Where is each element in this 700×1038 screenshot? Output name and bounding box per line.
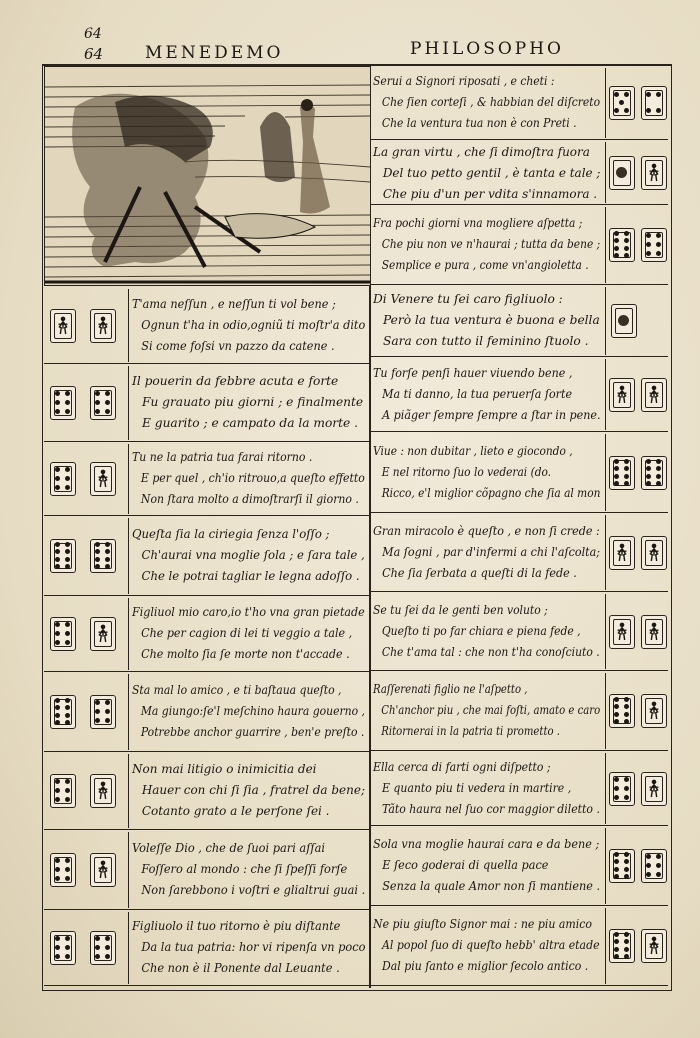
row-rule	[371, 985, 668, 986]
pip	[105, 936, 110, 941]
dice-8	[609, 929, 635, 963]
figure-icon	[646, 699, 662, 723]
pip	[105, 954, 110, 959]
pip	[624, 947, 629, 952]
verse-line: Se tu ſei da le genti ben voluto ;	[373, 603, 548, 617]
dice-8	[641, 456, 667, 490]
pip	[656, 872, 661, 877]
dice-6	[90, 931, 116, 965]
figure-icon	[95, 467, 111, 491]
dice-divider	[605, 68, 606, 138]
verse-line: La gran virtu , che ſi dimoſtra fuora	[373, 145, 590, 159]
verse-line: Tu forſe penſi hauer viuendo bene ,	[373, 366, 573, 380]
pip	[656, 466, 661, 471]
pip	[105, 391, 110, 396]
verse-tercet	[132, 371, 363, 434]
ace-pip	[618, 315, 629, 326]
verse-line: Che piu non ve n'haurai ; tutta da bene ;	[381, 237, 601, 251]
pip	[656, 233, 661, 238]
verse-line: Figliuol mio caro,io t'ho vna gran pietade	[132, 605, 365, 619]
dice-figure	[641, 378, 667, 412]
pip	[624, 852, 629, 857]
dice-divider	[605, 828, 606, 904]
dice-8	[50, 539, 76, 573]
verse-line: Voleſſe Dio , che de ſuoi pari aſſai	[132, 841, 326, 855]
verse-tercet	[373, 142, 600, 205]
dice-figure	[90, 617, 116, 651]
pip	[65, 564, 70, 569]
right-entry	[371, 826, 668, 906]
pip	[105, 557, 110, 562]
verse-tercet	[132, 838, 365, 901]
figure-icon	[646, 541, 662, 565]
verse-tercet	[132, 680, 365, 743]
pip	[105, 718, 110, 723]
pip	[105, 400, 110, 405]
verse-line: Ma ti danno, la tua peruerſa ſorte	[382, 387, 573, 401]
dice-6	[50, 774, 76, 808]
verse-tercet	[373, 289, 600, 352]
figure-icon	[95, 622, 111, 646]
pip	[65, 622, 70, 627]
verse-line: Senza la quale Amor non ſi mantiene .	[382, 879, 601, 893]
dice-divider	[605, 359, 606, 430]
right-entry	[371, 671, 668, 751]
running-title-right: PHILOSOPHO	[410, 39, 564, 59]
figure-icon	[646, 777, 662, 801]
verse-line: Gran miracolo è queſto , e non ſi crede :	[373, 524, 600, 538]
pip	[65, 788, 70, 793]
dice-figure	[641, 156, 667, 190]
pip	[656, 92, 661, 97]
pip	[624, 474, 629, 479]
pip	[656, 108, 661, 113]
figure-icon	[95, 779, 111, 803]
pip	[656, 251, 661, 256]
dice-4	[641, 86, 667, 120]
verse-tercet	[132, 759, 365, 822]
verse-line: Queſto ti po far chiara e piena fede ,	[381, 624, 581, 638]
running-title-left: MENEDEMO	[145, 43, 284, 63]
pip	[624, 719, 629, 724]
pip	[65, 631, 70, 636]
dice-figure	[609, 378, 635, 412]
dice-divider	[128, 674, 129, 750]
woodcut-illustration	[44, 66, 371, 286]
dice-divider	[128, 444, 129, 514]
dice-divider	[128, 289, 129, 362]
pip	[624, 777, 629, 782]
pip	[65, 698, 70, 703]
pip	[65, 640, 70, 645]
pip	[65, 867, 70, 872]
pip	[619, 100, 624, 105]
right-entry	[371, 140, 668, 205]
dice-figure	[609, 536, 635, 570]
verse-line: Però la tua ventura è buona e bella	[383, 313, 600, 327]
dice-8	[609, 849, 635, 883]
dice-divider	[128, 912, 129, 984]
pip	[624, 867, 629, 872]
pip	[105, 542, 110, 547]
dice-divider	[605, 753, 606, 824]
figure-icon	[95, 858, 111, 882]
right-entry	[371, 285, 668, 357]
pip	[624, 697, 629, 702]
figure-icon	[55, 314, 71, 338]
pip	[65, 705, 70, 710]
dice-divider	[605, 515, 606, 590]
verse-line: Il pouerin da febbre acuta e forte	[132, 374, 339, 388]
dice-6	[50, 931, 76, 965]
pip	[65, 954, 70, 959]
pip	[656, 474, 661, 479]
right-entry	[371, 66, 668, 140]
verse-line: Fu grauato piu giorni ; e finalmente	[142, 395, 364, 409]
dice-divider	[128, 754, 129, 828]
dice-divider	[128, 598, 129, 670]
pip	[624, 231, 629, 236]
dice-divider	[128, 366, 129, 440]
pip	[65, 876, 70, 881]
verse-tercet	[373, 679, 600, 742]
dice-6	[50, 462, 76, 496]
right-entry	[371, 906, 668, 986]
row-rule	[44, 985, 369, 986]
dice-6	[50, 386, 76, 420]
figure-icon	[614, 541, 630, 565]
pip	[65, 400, 70, 405]
verse-line: Sola vna moglie haurai cara e da bene ;	[373, 837, 600, 851]
dice-5	[609, 86, 635, 120]
verse-line: Semplice e pura , come vn'angioletta .	[381, 258, 589, 272]
verse-line: Del tuo petto gentil , è tanta e tale ;	[382, 166, 601, 180]
verse-line: Che t'ama tal : che non t'ha conoſciuto .	[381, 645, 600, 659]
verse-line: Foſſero al mondo : che ſi ſpeſſi forſe	[141, 862, 348, 876]
right-entry	[371, 205, 668, 285]
verse-tercet	[373, 213, 600, 276]
verse-tercet	[373, 363, 600, 426]
dice-8	[609, 694, 635, 728]
dice-divider	[605, 142, 606, 203]
pip	[65, 945, 70, 950]
verse-tercet	[373, 757, 600, 820]
verse-tercet	[373, 441, 600, 504]
verse-line: Tu ne la patria tua farai ritorno .	[132, 450, 313, 464]
pip	[105, 945, 110, 950]
pip	[624, 874, 629, 879]
pip	[624, 786, 629, 791]
pip	[656, 854, 661, 859]
pip	[105, 709, 110, 714]
verse-line: Sta mal lo amico , e ti baſtaua queſto ,	[132, 683, 342, 697]
pip	[65, 557, 70, 562]
verse-line: Potrebbe anchor guarrire , ben'e preſto .	[140, 725, 365, 739]
verse-line: Tãto haura nel ſuo cor maggior diletto .	[381, 802, 600, 816]
dice-divider	[128, 518, 129, 594]
dice-6	[50, 853, 76, 887]
dice-8	[50, 695, 76, 729]
dice-8	[609, 456, 635, 490]
right-entry	[371, 357, 668, 432]
left-entry	[44, 752, 369, 830]
left-entry	[44, 516, 369, 596]
pip	[105, 409, 110, 414]
verse-line: Dal piu ſanto e miglior ſecolo antico .	[381, 959, 589, 973]
verse-line: Raſſerenati figlio ne l'aſpetto ,	[373, 682, 528, 696]
verse-line: Queſta ſia la ciriegia ſenza l'oſſo ;	[132, 527, 330, 541]
verse-line: Non ſarebbono i voſtri e glialtrui guai .	[141, 883, 366, 897]
page-number: 64	[84, 45, 104, 63]
right-entry	[371, 432, 668, 513]
verse-line: Che ſien corteſi , & habbian del diſcreto	[381, 95, 601, 109]
verse-line: Che le potrai tagliar le legna adoſſo .	[141, 569, 360, 583]
verse-line: Ma giungo:ſe'l meſchino haura gouerno ,	[140, 704, 365, 718]
pip	[65, 936, 70, 941]
dice-divider	[605, 287, 606, 355]
verse-line: Ricco, e'l miglior cõpagno che ſia al mon	[381, 486, 601, 500]
verse-line: Figliuolo il tuo ritorno è piu diſtante	[132, 919, 341, 933]
verse-line: Di Venere tu ſei caro figliuolo :	[373, 292, 563, 306]
pip	[624, 932, 629, 937]
dice-divider	[605, 908, 606, 984]
right-entry	[371, 513, 668, 592]
dice-ace	[609, 156, 635, 190]
verse-line: Ritornerai in la patria ti prometto .	[381, 724, 560, 738]
verse-line: Che non è il Ponente dal Leuante .	[141, 961, 340, 975]
pip	[624, 481, 629, 486]
pip	[65, 797, 70, 802]
right-entry	[371, 751, 668, 826]
pip	[656, 242, 661, 247]
figure-icon	[614, 383, 630, 407]
left-entry	[44, 287, 369, 364]
pip	[624, 466, 629, 471]
dice-figure	[641, 694, 667, 728]
dice-6	[90, 695, 116, 729]
right-entry	[371, 592, 668, 671]
pip	[624, 253, 629, 258]
page-number-top: 64	[84, 26, 102, 42]
verse-line: Ne piu giuſto Signor mai : ne piu amico	[373, 917, 592, 931]
left-entry	[44, 672, 369, 752]
dice-figure	[641, 615, 667, 649]
pip	[105, 549, 110, 554]
pip	[105, 700, 110, 705]
verse-line: Si come foſsi vn pazzo da catene .	[141, 339, 335, 353]
dice-figure	[50, 309, 76, 343]
verse-line: E per quel , ch'io ritrouo,a queſto effetto	[140, 471, 365, 485]
dice-divider	[605, 207, 606, 283]
ace-pip	[616, 167, 627, 178]
pip	[656, 459, 661, 464]
pip	[65, 485, 70, 490]
pip	[624, 859, 629, 864]
figure-icon	[646, 383, 662, 407]
figure-icon	[95, 314, 111, 338]
pip	[624, 939, 629, 944]
verse-tercet	[132, 602, 365, 665]
verse-line: Serui a Signori riposati , e cheti :	[373, 74, 555, 88]
left-entry	[44, 830, 369, 910]
dice-figure	[641, 772, 667, 806]
pip	[65, 713, 70, 718]
verse-line: Ch'aurai vna moglie ſola ; e ſara tale ,	[141, 548, 365, 562]
verse-line: Che ſia ſerbata a queſti di la fede .	[382, 566, 577, 580]
dice-figure	[90, 462, 116, 496]
dice-figure	[90, 774, 116, 808]
left-entry	[44, 364, 369, 442]
verse-line: E quanto piu ti vedera in martire ,	[381, 781, 572, 795]
dice-8	[90, 539, 116, 573]
pip	[624, 238, 629, 243]
dice-6	[90, 386, 116, 420]
verse-line: Fra pochi giorni vna mogliere aſpetta ;	[373, 216, 583, 230]
left-entry	[44, 442, 369, 516]
verse-line: Ognun t'ha in odio,ogniũ ti moſtr'a dito	[141, 318, 366, 332]
verse-line: Non mai litigio o inimicitia dei	[132, 762, 317, 776]
verse-line: E nel ritorno ſuo lo vederai (do.	[381, 465, 552, 479]
left-entry	[44, 596, 369, 672]
verse-line: Che la ventura tua non è con Preti .	[381, 116, 577, 130]
verse-tercet	[132, 524, 365, 587]
dice-8	[609, 228, 635, 262]
verse-line: Che molto ſia ſe morte non t'accade .	[141, 647, 350, 661]
dice-6	[641, 228, 667, 262]
pip	[65, 476, 70, 481]
verse-line: Hauer con chi ſi ſia , fratrel da bene;	[141, 783, 365, 797]
verse-line: Viue : non dubitar , lieto e giocondo ,	[373, 444, 573, 458]
dice-figure	[90, 309, 116, 343]
verse-line: Ma ſogni , par d'infermi a chi l'aſcolta;	[382, 545, 601, 559]
verse-tercet	[373, 600, 600, 663]
pip	[65, 409, 70, 414]
pip	[624, 795, 629, 800]
verse-line: Che per cagion di lei ti veggio a tale ,	[141, 626, 353, 640]
figure-icon	[646, 161, 662, 185]
pip	[656, 481, 661, 486]
verse-line: Sara con tutto il feminino ſtuolo .	[383, 334, 589, 348]
pip	[65, 720, 70, 725]
pip	[624, 92, 629, 97]
verse-tercet	[373, 71, 600, 134]
verse-line: T'ama neſſun , e neſſun ti vol bene ;	[132, 297, 336, 311]
figure-icon	[646, 934, 662, 958]
verse-tercet	[132, 294, 365, 357]
figure-icon	[614, 620, 630, 644]
verse-tercet	[132, 916, 365, 979]
dice-figure	[641, 536, 667, 570]
verse-tercet	[373, 914, 600, 977]
verse-tercet	[132, 447, 365, 510]
pip	[624, 712, 629, 717]
verse-line: Cotanto grato a le perſone ſei .	[141, 804, 330, 818]
verse-line: Ch'anchor piu , che mai foſti, amato e caro	[381, 703, 601, 717]
verse-line: E guarito ; e campato da la morte .	[142, 416, 358, 430]
pip	[656, 863, 661, 868]
figure-icon	[646, 620, 662, 644]
left-entry	[44, 910, 369, 986]
dice-divider	[605, 434, 606, 511]
pip	[65, 858, 70, 863]
verse-line: A piãger ſempre ſempre a ſtar in pene.	[382, 408, 601, 422]
verse-tercet	[373, 834, 600, 897]
dice-ace	[611, 304, 637, 338]
verse-line: E ſeco goderai di quella pace	[382, 858, 549, 872]
dice-6	[641, 849, 667, 883]
dice-figure	[90, 853, 116, 887]
pip	[65, 779, 70, 784]
pip	[624, 954, 629, 959]
dice-figure	[641, 929, 667, 963]
verse-line: Al popol ſuo di queſto hebb' altra etade	[381, 938, 600, 952]
verse-line: Da la tua patria: hor vi ripenſa vn poco	[141, 940, 366, 954]
dice-figure	[609, 615, 635, 649]
pip	[624, 246, 629, 251]
verse-line: Che piu d'un per vdita s'innamora .	[382, 187, 598, 201]
dice-divider	[128, 832, 129, 908]
pip	[624, 704, 629, 709]
dice-6	[609, 772, 635, 806]
verse-line: Non ſtara molto a dimoſtrarſi il giorno .	[140, 492, 359, 506]
pip	[65, 467, 70, 472]
pip	[624, 459, 629, 464]
dice-6	[50, 617, 76, 651]
pip	[65, 549, 70, 554]
pip	[65, 542, 70, 547]
dice-divider	[605, 594, 606, 669]
verse-tercet	[373, 521, 600, 584]
dice-divider	[605, 673, 606, 749]
pip	[65, 391, 70, 396]
verse-line: Ella cerca di farti ogni diſpetto ;	[373, 760, 551, 774]
pip	[624, 108, 629, 113]
pip	[105, 564, 110, 569]
